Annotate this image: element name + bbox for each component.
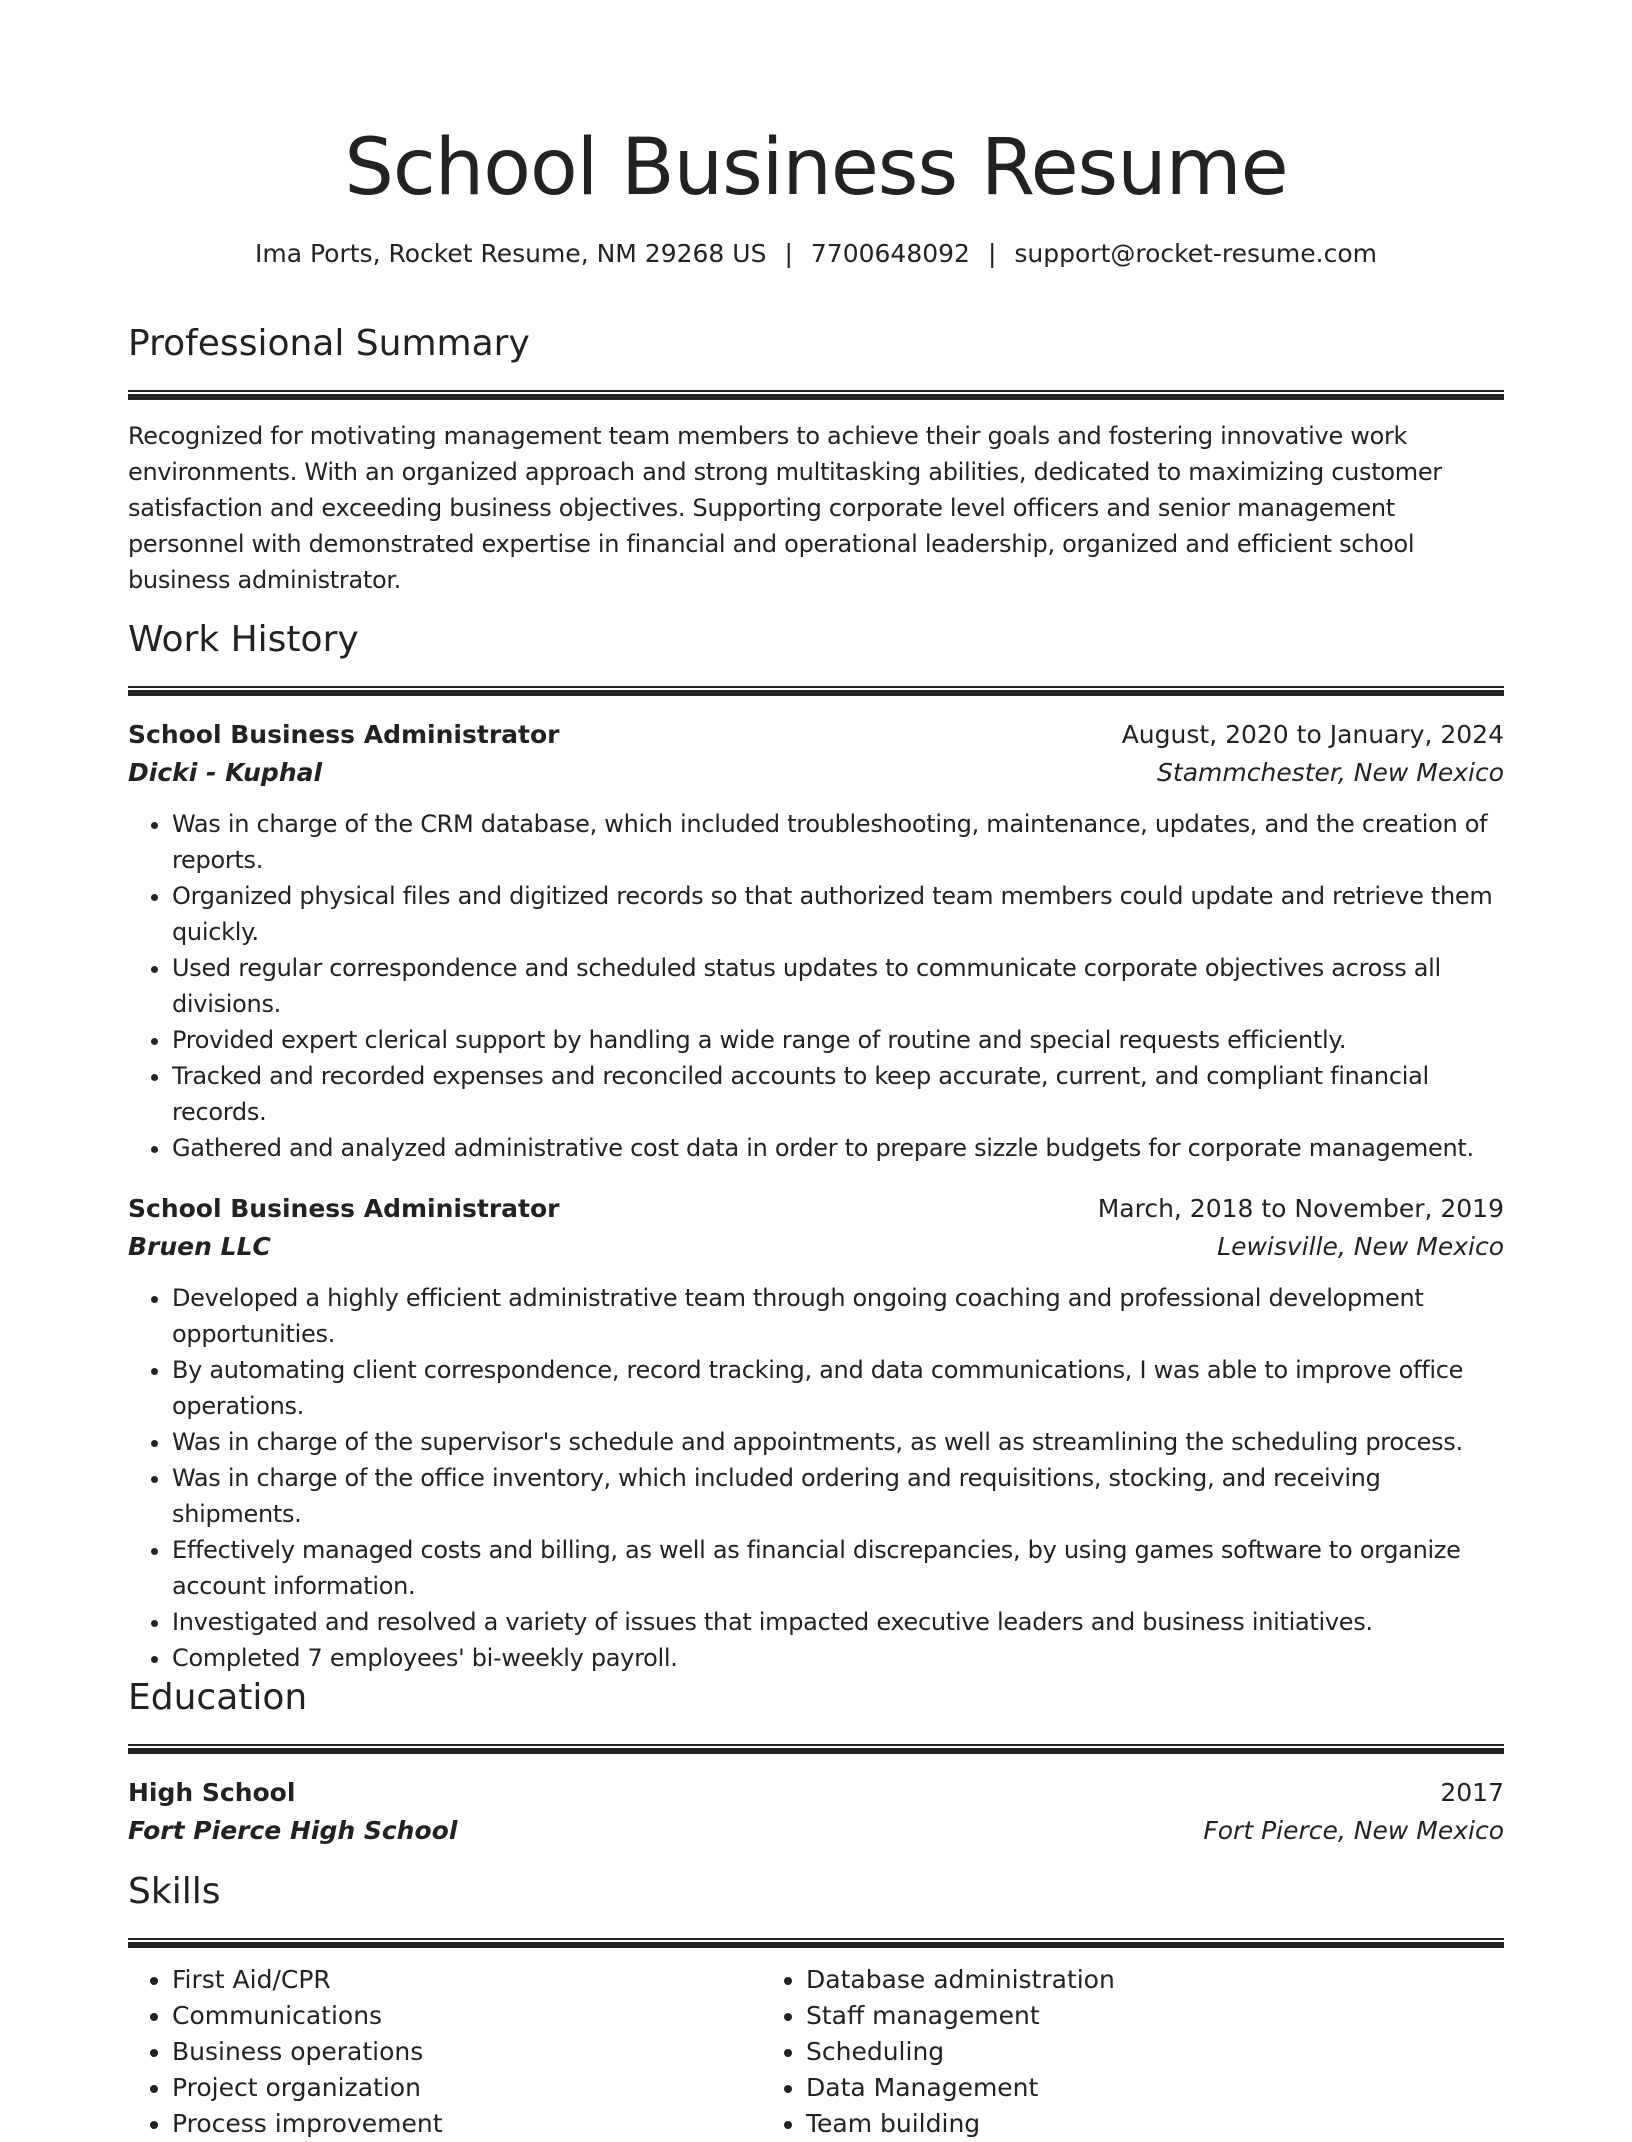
summary-heading: Professional Summary	[128, 323, 530, 364]
job-entry	[128, 1190, 1504, 1676]
education-degree: High School	[128, 1778, 296, 1807]
list-item: • Project organization	[172, 2070, 762, 2106]
education-heading: Education	[128, 1677, 308, 1718]
education-year: 2017	[1440, 1778, 1504, 1807]
education-school-row	[128, 1812, 1504, 1850]
contact-address: Ima Ports, Rocket Resume, NM 29268 US	[254, 239, 767, 268]
contact-line	[128, 236, 1504, 272]
list-item: • Developed a highly efficient administrative team through ongoing coaching and professional development opportunities.	[172, 1280, 1504, 1352]
job-company-row	[128, 754, 1504, 792]
job-company-row	[128, 1228, 1504, 1266]
work-history-heading: Work History	[128, 619, 359, 660]
list-item: • Team building	[806, 2106, 1504, 2142]
education-entry	[128, 1774, 1504, 1850]
section-divider	[128, 390, 1504, 400]
job-bullets	[128, 806, 1504, 1166]
job-header-row	[128, 1190, 1504, 1228]
list-item: • Organized physical files and digitized records so that authorized team members could update and retrieve them quickly.	[172, 878, 1504, 950]
section-divider	[128, 1938, 1504, 1948]
contact-email: support@rocket-resume.com	[1014, 239, 1377, 268]
list-item: • Data Management	[806, 2070, 1504, 2106]
section-divider	[128, 1744, 1504, 1754]
section-divider	[128, 686, 1504, 696]
job-entry	[128, 716, 1504, 1166]
job-bullets	[128, 1280, 1504, 1676]
list-item: • Completed 7 employees' bi-weekly payroll.	[172, 1640, 1504, 1676]
job-header-row	[128, 716, 1504, 754]
job-dates: March, 2018 to November, 2019	[1097, 1194, 1504, 1223]
list-item: • Business operations	[172, 2034, 762, 2070]
job-location: Stammchester, New Mexico	[1157, 758, 1504, 787]
skills-columns	[128, 1962, 1504, 2142]
list-item: • Used regular correspondence and scheduled status updates to communicate corporate objectives across all divisions.	[172, 950, 1504, 1022]
list-item: • Was in charge of the supervisor's schedule and appointments, as well as streamlining the scheduling process.	[172, 1424, 1504, 1460]
skills-heading: Skills	[128, 1871, 221, 1912]
job-dates: August, 2020 to January, 2024	[1121, 720, 1504, 749]
list-item: • First Aid/CPR	[172, 1962, 762, 1998]
education-location: Fort Pierce, New Mexico	[1203, 1816, 1504, 1845]
summary-text: Recognized for motivating management team members to achieve their goals and fostering innovative work environments. With an organized approach and strong multitasking abilities, dedicated to maximizing customer satisfaction and exceeding business objectives. Supporting corporate level officers and senior management personnel with demonstrated expertise in financial and operational leadership, organized and efficient school business administrator.	[128, 422, 1442, 594]
skills-list-left	[128, 1962, 762, 2142]
list-item: • Was in charge of the CRM database, which included troubleshooting, maintenance, updates, and the creation of reports.	[172, 806, 1504, 878]
job-company: Dicki - Kuphal	[128, 758, 323, 787]
list-item: • Scheduling	[806, 2034, 1504, 2070]
job-title: School Business Administrator	[128, 1194, 560, 1223]
skills-list-right	[762, 1962, 1504, 2142]
list-item: • Gathered and analyzed administrative cost data in order to prepare sizzle budgets for corporate management.	[172, 1130, 1504, 1166]
list-item: • Provided expert clerical support by handling a wide range of routine and special requests efficiently.	[172, 1022, 1504, 1058]
work-history-section	[128, 616, 1504, 1676]
contact-separator: |	[784, 239, 793, 268]
job-company: Bruen LLC	[128, 1232, 271, 1261]
list-item: • Process improvement	[172, 2106, 762, 2142]
list-item: • Effectively managed costs and billing, as well as financial discrepancies, by using games software to organize account information.	[172, 1532, 1504, 1604]
skills-section	[128, 1868, 1504, 2142]
summary-section	[128, 320, 1504, 598]
list-item: • Tracked and recorded expenses and reconciled accounts to keep accurate, current, and compliant financial records.	[172, 1058, 1504, 1130]
list-item: • Database administration	[806, 1962, 1504, 1998]
list-item: • By automating client correspondence, record tracking, and data communications, I was able to improve office operations.	[172, 1352, 1504, 1424]
job-title: School Business Administrator	[128, 720, 560, 749]
list-item: • Communications	[172, 1998, 762, 2034]
education-header-row	[128, 1774, 1504, 1812]
contact-separator: |	[987, 239, 997, 268]
list-item: • Investigated and resolved a variety of issues that impacted executive leaders and business initiatives.	[172, 1604, 1504, 1640]
list-item: • Staff management	[806, 1998, 1504, 2034]
contact-phone: 7700648092	[810, 239, 970, 268]
job-location: Lewisville, New Mexico	[1217, 1232, 1504, 1261]
education-section	[128, 1674, 1504, 1850]
resume-title: School Business Resume	[344, 123, 1288, 213]
education-school: Fort Pierce High School	[128, 1816, 458, 1845]
list-item: • Was in charge of the office inventory, which included ordering and requisitions, stocking, and receiving shipments.	[172, 1460, 1504, 1532]
